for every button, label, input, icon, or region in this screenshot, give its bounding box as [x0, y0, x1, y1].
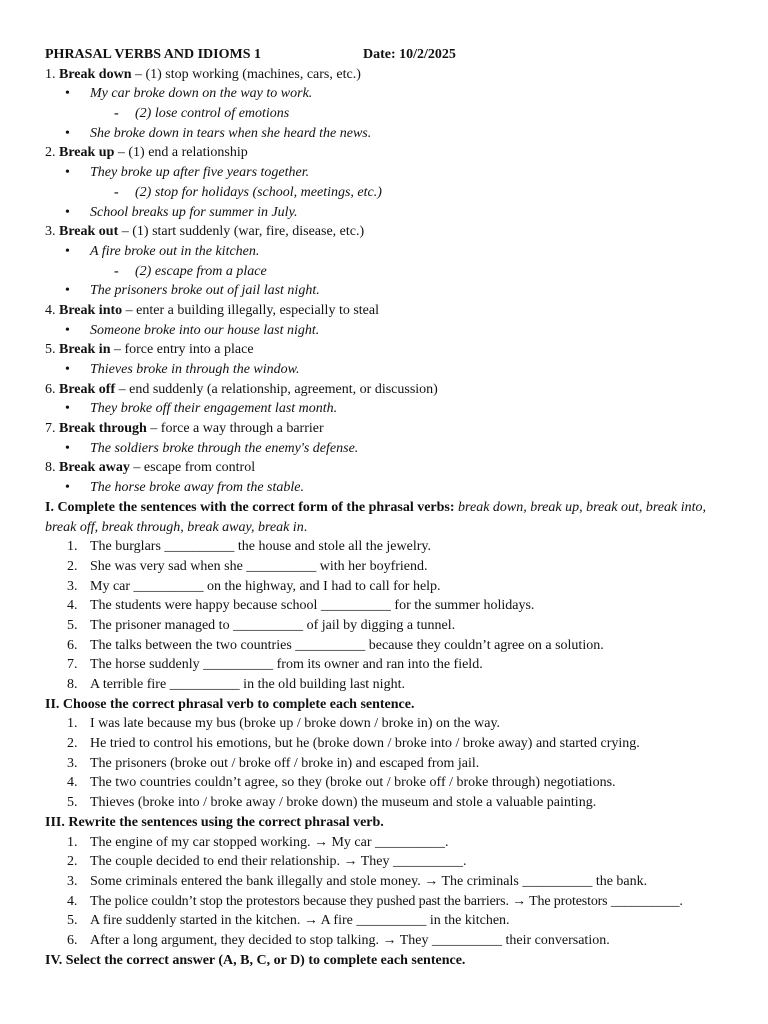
example-sentence: • She broke down in tears when she heard the news. [45, 124, 735, 144]
section-1-title: I. Complete the sentences with the correct form of the phrasal verbs: [45, 499, 455, 515]
example-sentence: • Thieves broke in through the window. [45, 360, 735, 380]
exercise-item: 4. The police couldn’t stop the protestors because they pushed past the barriers. → The protestors __________. [67, 893, 683, 909]
exercise-item: 6. The talks between the two countries __________ because they couldn’t agree on a solution. [67, 637, 604, 653]
definition: – escape from control [129, 460, 256, 476]
worksheet-title: PHRASAL VERBS AND IDIOMS 1 [45, 47, 262, 62]
definition: – end suddenly (a relationship, agreement, or discussion) [115, 381, 438, 397]
section-4-heading: IV. Select the correct answer (A, B, C, or D) to complete each sentence. [45, 952, 466, 968]
definition: – enter a building illegally, especially to steal [122, 302, 379, 318]
example-sentence: • Someone broke into our house last night. [45, 321, 735, 341]
secondary-meaning: - (2) stop for holidays (school, meetings, etc.) [45, 183, 735, 203]
exercise-item: 7. The horse suddenly __________ from its owner and ran into the field. [67, 657, 483, 673]
entry-break-into [45, 301, 735, 321]
entry-break-through [45, 419, 735, 439]
phrasal-verb: Break through [59, 421, 147, 437]
exercise-item: 5. A fire suddenly started in the kitchen. → A fire __________ in the kitchen. [67, 913, 510, 929]
exercise-item: 1. The engine of my car stopped working. → My car __________. [67, 834, 449, 850]
exercise-item: 2. The couple decided to end their relationship. → They __________. [67, 854, 467, 870]
exercise-item: 5. The prisoner managed to __________ of jail by digging a tunnel. [67, 617, 456, 633]
definition: – force a way through a barrier [146, 421, 324, 437]
exercise-item: 1. I was late because my bus (broke up / broke down / broke in) on the way. [67, 716, 501, 732]
worksheet-date: Date: 10/2/2025 [363, 47, 456, 62]
phrasal-verb: Break in [59, 342, 111, 358]
example-sentence: • A fire broke out in the kitchen. [45, 242, 735, 262]
entry-number: 2. [45, 145, 59, 161]
example-sentence: • My car broke down on the way to work. [45, 84, 735, 104]
exercise-item: 1. The burglars __________ the house and stole all the jewelry. [67, 539, 431, 555]
example-sentence: • School breaks up for summer in July. [45, 203, 735, 223]
phrasal-verb: Break up [59, 145, 115, 161]
entry-number: 5. [45, 342, 59, 358]
entry-break-away [45, 458, 735, 478]
exercise-item: 2. She was very sad when she __________ with her boyfriend. [67, 558, 428, 574]
exercise-item: 4. The students were happy because school __________ for the summer holidays. [67, 598, 535, 614]
definition: – (1) end a relationship [114, 145, 248, 161]
entry-number: 4. [45, 302, 59, 318]
entry-number: 1. [45, 66, 59, 82]
example-sentence: • The horse broke away from the stable. [45, 478, 735, 498]
phrasal-verb: Break into [59, 302, 123, 318]
exercise-item: 4. The two countries couldn’t agree, so they (broke out / broke off / broke through) negotiations. [67, 775, 616, 791]
phrasal-verb: Break out [59, 224, 119, 240]
entry-number: 6. [45, 381, 59, 397]
example-sentence: • The prisoners broke out of jail last night. [45, 281, 735, 301]
exercise-item: 8. A terrible fire __________ in the old building last night. [67, 677, 405, 693]
worksheet-page [45, 45, 735, 970]
exercise-item: 3. The prisoners (broke out / broke off / broke in) and escaped from jail. [67, 755, 480, 771]
section-1-verb-list: break down, break up, break out, break into, break off, break through, break away, break in [45, 499, 706, 535]
example-sentence: • The soldiers broke through the enemy's defense. [45, 439, 735, 459]
entry-break-up [45, 143, 735, 163]
exercise-item: 2. He tried to control his emotions, but he (broke down / broke into / broke away) and started crying. [67, 736, 640, 752]
entry-break-in [45, 340, 735, 360]
entry-break-out [45, 222, 735, 242]
phrasal-verb: Break down [59, 66, 132, 82]
section-3-heading: III. Rewrite the sentences using the correct phrasal verb. [45, 814, 384, 830]
entry-number: 8. [45, 460, 59, 476]
example-sentence: • They broke off their engagement last month. [45, 399, 735, 419]
phrasal-verb: Break off [59, 381, 116, 397]
secondary-meaning: - (2) lose control of emotions [45, 104, 735, 124]
definition: – (1) start suddenly (war, fire, disease, etc.) [118, 224, 365, 240]
worksheet-header [45, 45, 735, 65]
exercise-item: 3. My car __________ on the highway, and I had to call for help. [67, 578, 441, 594]
secondary-meaning: - (2) escape from a place [45, 262, 735, 282]
section-2-heading: II. Choose the correct phrasal verb to complete each sentence. [45, 696, 415, 712]
entry-break-off [45, 380, 735, 400]
definition: – force entry into a place [110, 342, 254, 358]
entry-number: 7. [45, 421, 59, 437]
phrasal-verb: Break away [59, 460, 130, 476]
entry-break-down [45, 65, 735, 85]
entry-number: 3. [45, 224, 59, 240]
definition: – (1) stop working (machines, cars, etc.) [131, 66, 361, 82]
section-1-period: . [303, 519, 308, 535]
section-1-heading [45, 498, 735, 537]
exercise-item: 3. Some criminals entered the bank illegally and stole money. → The criminals __________ the bank. [67, 873, 648, 889]
exercise-item: 5. Thieves (broke into / broke away / broke down) the museum and stole a valuable painting. [67, 795, 597, 811]
example-sentence: • They broke up after five years together. [45, 163, 735, 183]
exercise-item: 6. After a long argument, they decided to stop talking. → They __________ their conversation. [67, 932, 610, 948]
